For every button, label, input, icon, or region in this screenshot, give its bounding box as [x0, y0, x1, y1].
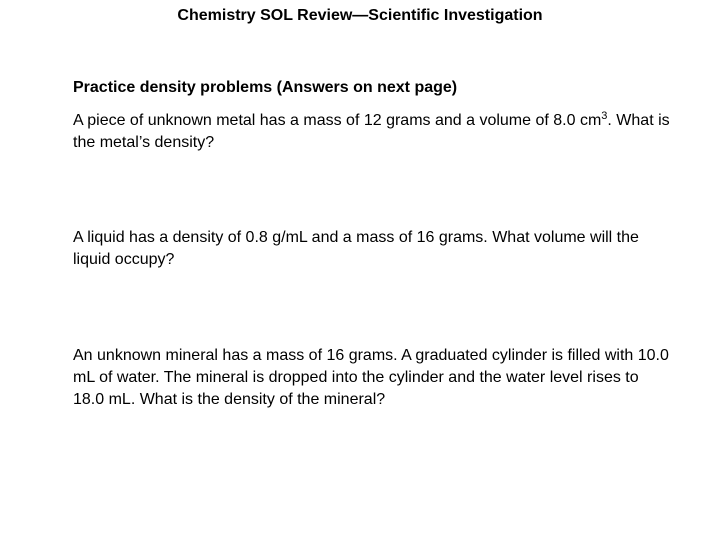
- problem-1-superscript: 3: [601, 110, 608, 122]
- problem-1: [73, 110, 673, 154]
- problem-2: A liquid has a density of 0.8 g/mL and a mass of 16 grams. What volume will the liquid occupy?: [73, 229, 639, 268]
- problem-3: An unknown mineral has a mass of 16 grams. A graduated cylinder is filled with 10.0 mL of water. The mineral is dropped into the cylinder and the water level rises to 18.0 mL. What is the density of the mineral?: [73, 347, 669, 408]
- page-title: Chemistry SOL Review—Scientific Investigation: [177, 7, 543, 24]
- problem-1-text-before: A piece of unknown metal has a mass of 12 grams and a volume of 8.0 cm: [73, 112, 602, 129]
- section-heading: Practice density problems (Answers on next page): [73, 79, 458, 96]
- problem-1-text-after: . What is the metal’s density?: [73, 112, 670, 151]
